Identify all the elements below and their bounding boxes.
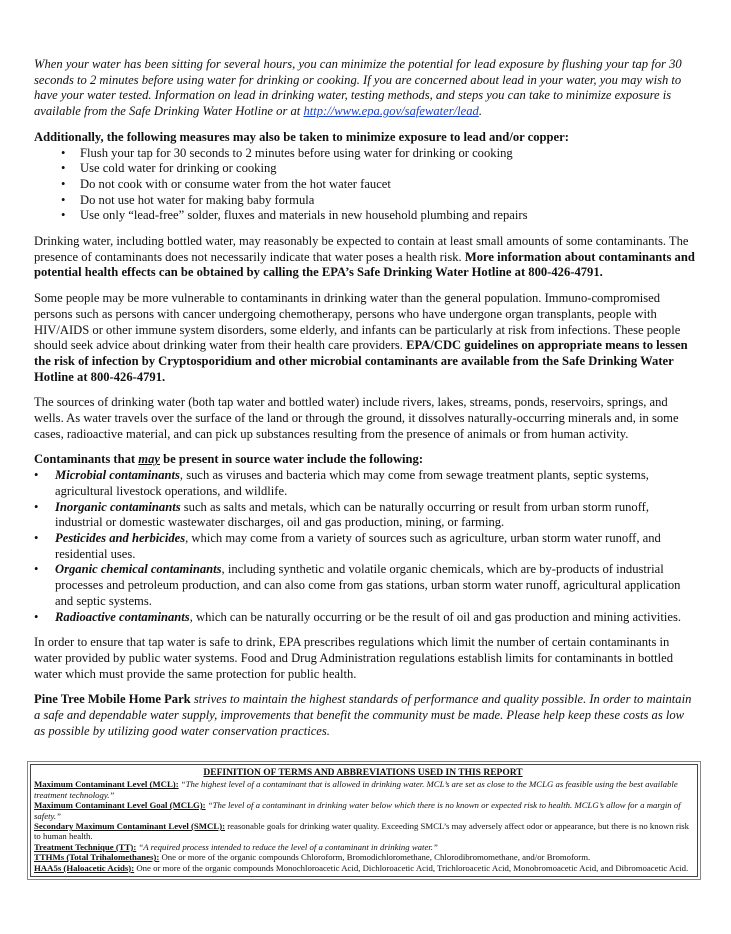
hotline-info: More information about contaminants and potential health effects can be obtained by calling the EPA’s Safe Drinking Water Hotline at 800-426-4791. bbox=[34, 249, 695, 280]
definition-row bbox=[34, 842, 692, 852]
closing-paragraph bbox=[34, 692, 698, 739]
definition-term: Maximum Contaminant Level (MCL): bbox=[34, 779, 179, 790]
contaminant-text: , such as viruses and bacteria which may come from sewage treatment plants, septic systems, agricultural livestock operations, and wildlife. bbox=[55, 468, 649, 498]
document-page bbox=[34, 57, 698, 739]
vulnerable-text: Some people may be more vulnerable to contaminants in drinking water than the general population. Immuno-compromised persons such as persons with cancer undergoing chemotherapy, persons who have undergone organ transplants, people with HIV/AIDS or other immune system disorders, some elderly, and infants can be particularly at risk from infections. These people should seek advice about drinking water from their health care providers. bbox=[34, 291, 681, 353]
heading-post: be present in source water include the following: bbox=[163, 452, 424, 467]
epa-lead-link[interactable]: http://www.epa.gov/safewater/lead bbox=[303, 104, 479, 119]
sources-paragraph: The sources of drinking water (both tap water and bottled water) include rivers, lakes, streams, ponds, reservoirs, springs, and wells. As water travels over the surface of the land or through the ground, it dissolves naturally-occurring minerals and, in some cases, radioactive material, and can pick up substances resulting from the presence of animals or from human activity. bbox=[34, 395, 679, 441]
system-name: Pine Tree Mobile Home Park bbox=[34, 692, 191, 707]
definition-term: Secondary Maximum Contaminant Level (SMCL): bbox=[34, 821, 226, 832]
contaminant-term: Pesticides and herbicides bbox=[55, 530, 186, 545]
definition-text: One or more of the organic compounds Chloroform, Bromodichloromethane, Chlorodibromomethane, and/or Bromoform. bbox=[159, 852, 591, 863]
contaminant-text: , which may come from a variety of sources such as agriculture, urban storm water runoff, and residential uses. bbox=[55, 530, 661, 561]
definition-term: Treatment Technique (TT): bbox=[34, 841, 137, 852]
contaminant-term: Organic chemical contaminants bbox=[55, 562, 222, 577]
definition-row bbox=[34, 863, 692, 873]
intro-end: . bbox=[478, 104, 482, 119]
list-item bbox=[34, 562, 698, 609]
contaminant-text: , including synthetic and volatile organic chemicals, which are by-products of industrial processes and petroleum production, and can also come from gas stations, urban storm water runoff, agricultural application and septic systems. bbox=[55, 562, 681, 608]
intro-text: When your water has been sitting for several hours, you can minimize the potential for lead exposure by flushing your tap for 30 seconds to 2 minutes before using water for drinking or cooking. If you are concerned about lead in your water, you may wish to have your water tested. Information on lead in drinking water, testing methods, and steps you can take to minimize exposure is available from the Safe Drinking Water Hotline or at bbox=[34, 57, 682, 119]
list-item: • Use cold water for drinking or cooking bbox=[34, 161, 698, 177]
contaminant-text: , which can be naturally occurring or be the result of oil and gas production and mining activities. bbox=[189, 609, 682, 624]
definition-text: “A required process intended to reduce the level of a contaminant in drinking water.” bbox=[136, 841, 438, 852]
definition-text: One or more of the organic compounds Monochloroacetic Acid, Dichloroacetic Acid, Trichloroacetic Acid, Monobromoacetic Acid, and Dibromoacetic Acid. bbox=[134, 862, 689, 873]
definition-row bbox=[34, 779, 692, 800]
list-item: • Flush your tap for 30 seconds to 2 minutes before using water for drinking or cooking bbox=[34, 146, 698, 162]
definitions-title: DEFINITION OF TERMS AND ABBREVIATIONS USED IN THIS REPORT bbox=[203, 768, 523, 778]
definition-text: “The highest level of a contaminant that is allowed in drinking water. MCL’s are set as close to the MCLG as feasible using the best available treatment technology.” bbox=[34, 779, 678, 800]
bottled-text: Drinking water, including bottled water, may reasonably be expected to contain at least small amounts of some contaminants. The presence of contaminants does not necessarily indicate that water poses a health risk. bbox=[34, 234, 689, 264]
measures-heading: Additionally, the following measures may also be taken to minimize exposure to lead and/or copper: bbox=[34, 129, 569, 144]
definition-text: “The level of a contaminant in drinking water below which there is no known or expected risk to health. MCLG’s allow for a margin of safety.” bbox=[34, 800, 681, 821]
list-item bbox=[34, 531, 698, 562]
closing-text: strives to maintain the highest standards of performance and quality possible. In order to maintain a safe and dependable water supply, improvements that benefit the community must be made. Please help keep these costs as low as possible by utilizing good water conservation practices. bbox=[34, 692, 692, 738]
definitions-box bbox=[30, 764, 698, 877]
list-item bbox=[34, 610, 698, 626]
definition-term: TTHMs (Total Trihalomethanes): bbox=[34, 852, 160, 863]
vulnerable-paragraph bbox=[34, 291, 698, 385]
definition-row bbox=[34, 821, 692, 842]
list-item: • Use only “lead-free” solder, fluxes and materials in new household plumbing and repairs bbox=[34, 208, 698, 224]
contaminants-list bbox=[34, 468, 698, 625]
measures-list bbox=[34, 146, 698, 225]
definition-row bbox=[34, 800, 692, 821]
epa-cdc-guidelines: EPA/CDC guidelines on appropriate means to lessen the risk of infection by Cryptosporidium and other microbial contaminants are available from the Safe Drinking Water Hotline at 800-426-4791. bbox=[34, 338, 688, 384]
list-item bbox=[34, 468, 698, 499]
contaminant-term: Microbial contaminants bbox=[55, 468, 180, 483]
list-item: • Do not cook with or consume water from the hot water faucet bbox=[34, 177, 698, 193]
contaminant-term: Inorganic contaminants bbox=[55, 499, 181, 514]
heading-may: may bbox=[138, 452, 160, 467]
definition-term: HAA5s (Haloacetic Acids): bbox=[34, 862, 135, 873]
lead-exposure-intro bbox=[34, 57, 698, 120]
list-item bbox=[34, 500, 698, 531]
contaminant-term: Radioactive contaminants bbox=[55, 609, 190, 624]
heading-pre: Contaminants that bbox=[34, 452, 136, 467]
definition-text: reasonable goals for drinking water quality. Exceeding SMCL’s may adversely affect odor or appearance, but there is no known risk to human health. bbox=[34, 821, 690, 842]
list-item: • Do not use hot water for making baby formula bbox=[34, 193, 698, 209]
contaminant-text: such as salts and metals, which can be naturally occurring or result from urban storm runoff, industrial or domestic wastewater discharges, oil and gas production, mining, or farming. bbox=[55, 499, 650, 530]
definition-row bbox=[34, 852, 692, 862]
definition-term: Maximum Contaminant Level Goal (MCLG): bbox=[34, 800, 206, 811]
contaminants-heading bbox=[34, 452, 698, 468]
regulations-paragraph: In order to ensure that tap water is safe to drink, EPA prescribes regulations which limit the number of certain contaminants in water provided by public water systems. Food and Drug Administration regulations establish limits for contaminants in bottled water which must provide the same protection for public health. bbox=[34, 635, 674, 681]
bottled-water-paragraph bbox=[34, 234, 698, 281]
